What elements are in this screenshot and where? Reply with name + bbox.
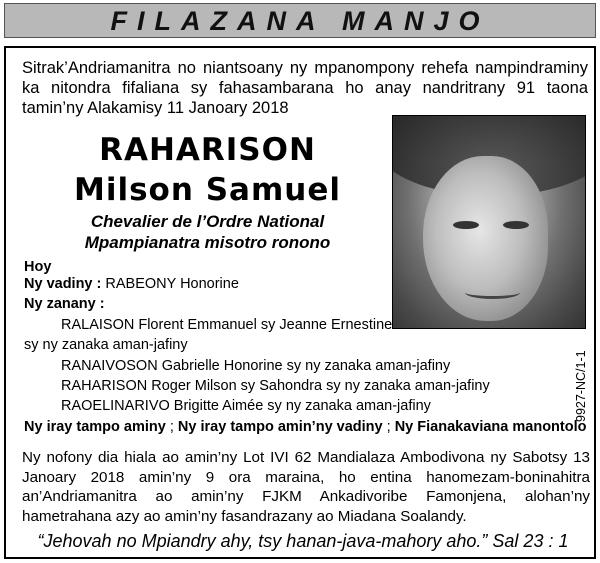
child-3: RAHARISON Roger Milson sy Sahondra sy ny zanaka aman-jafiny: [61, 378, 490, 394]
relatives-2: Ny iray tampo amin’ny vadiny: [177, 419, 383, 435]
intro-text: Sitrak’Andriamanitra no niantsoany ny mpanompony rehefa nampindraminy ka nitondra fifaliana sy fahasambarana ho anay nandritrany 91 taona tamin’ny Alakamisy 11 Janoary 2018: [22, 59, 588, 117]
spouse-label: Ny vadiny: [24, 276, 93, 292]
child-2: RANAIVOSON Gabrielle Honorine sy ny zanaka aman-jafiny: [61, 358, 451, 374]
spouse-line: [24, 276, 239, 292]
children-label: Ny zanany: [24, 296, 96, 312]
funeral-paragraph: Ny nofony dia hiala ao amin’ny Lot IVI 62 Mandialaza Ambodivona ny Sabotsy 13 Janoary 2018 amin’ny 9 ora maraina, ho entina hanomezam-boninahitra an’Andriamanitra ao amin’ny FJKM Ankadivoribe Famonjena, alohan’ny hametrahana azy ao amin’ny fasandrazany ao Miadana Soalandy.: [22, 449, 590, 525]
deceased-title-1: Chevalier de l’Ordre National: [90, 212, 325, 231]
child-1-family: sy ny zanaka aman-jafiny: [24, 337, 188, 353]
deceased-surname: RAHARISON: [99, 132, 316, 168]
spouse-name: RABEONY Honorine: [105, 276, 239, 292]
header-title: FILAZANA MANJO: [110, 6, 490, 36]
deceased-title-2: Mpampianatra misotro ronono: [84, 233, 331, 252]
header-banner: [4, 3, 596, 38]
spouse-separator: :: [92, 276, 102, 292]
relatives-sep-2: ;: [382, 419, 395, 435]
relatives-3: Ny Fianakaviana manontolo: [394, 419, 587, 435]
children-line: [24, 296, 105, 312]
bible-quote: “Jehovah no Mpiandry ahy, tsy hanan-java-mahory aho.” Sal 23 : 1: [37, 531, 569, 551]
children-separator: :: [95, 296, 105, 312]
relatives-1: Ny iray tampo aminy: [24, 419, 166, 435]
deceased-given-names: Milson Samuel: [74, 172, 341, 208]
reference-code: 9927-NC/1-1: [574, 350, 588, 422]
portrait-photo: [392, 115, 586, 329]
hoy-label: Hoy: [24, 259, 52, 275]
child-1: RALAISON Florent Emmanuel sy Jeanne Ernestine: [61, 317, 393, 333]
relatives-sep-1: ;: [165, 419, 178, 435]
relatives-line: [24, 419, 586, 435]
child-4: RAOELINARIVO Brigitte Aimée sy ny zanaka aman-jafiny: [61, 398, 431, 414]
